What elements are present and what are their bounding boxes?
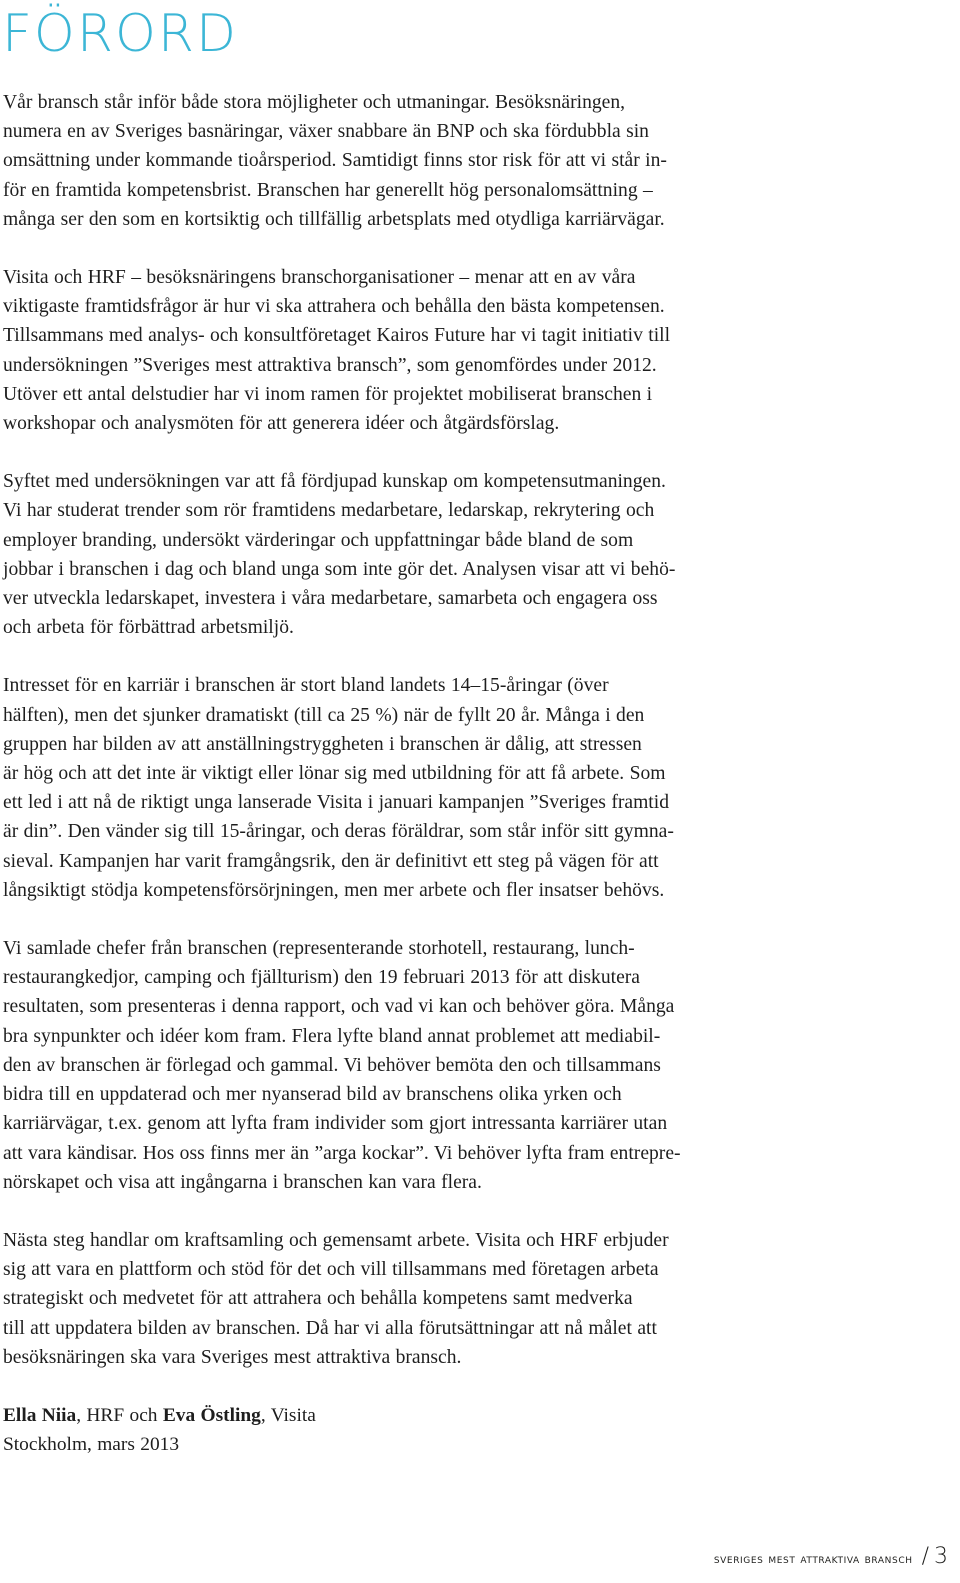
text-line: bra synpunkter och idéer kom fram. Flera lyfte bland annat problemet att mediabil- [3, 1025, 661, 1047]
text-line: numera en av Sveriges basnäringar, växer snabbare än BNP och ska fördubbla sin [3, 121, 649, 143]
text-line: Intresset för en karriär i branschen är stort bland landets 14–15-åringar (över [3, 675, 609, 697]
text-line: restaurangkedjor, camping och fjällturism) den 19 februari 2013 för att diskutera [3, 967, 640, 989]
text-line: hälften), men det sjunker dramatiskt (till ca 25 %) när de fyllt 20 år. Många i den [3, 704, 645, 726]
footer-separator: / [921, 1544, 929, 1569]
page-footer [714, 1544, 948, 1569]
text-line: strategiskt och medvetet för att attrahera och behålla kompetens samt medverka [3, 1288, 633, 1310]
signer-name-1: Ella Niia [3, 1404, 77, 1426]
text-line: jobbar i branschen i dag och bland unga som inte gör det. Analysen visar att vi behö- [3, 558, 676, 580]
text-line: bidra till en uppdaterad och mer nyanserad bild av branschens olika yrken och [3, 1084, 622, 1106]
text-line: till att uppdatera bilden av branschen. Då har vi alla förutsättningar att nå målet att [3, 1317, 657, 1339]
text-line: är hög och att det inte är viktigt eller lönar sig med utbildning för att få arbete. Som [3, 763, 666, 785]
text-line: undersökningen ”Sveriges mest attraktiva bransch”, som genomfördes under 2012. [3, 354, 657, 376]
text-line: sieval. Kampanjen har varit framgångsrik, den är definitivt ett steg på vägen för att [3, 850, 659, 872]
text-line: Visita och HRF – besöksnäringens branschorganisationer – menar att en av våra [3, 267, 636, 289]
text-line: den av branschen är förlegad och gammal. Vi behöver bemöta den och tillsammans [3, 1054, 661, 1076]
text-line: viktigaste framtidsfrågor är hur vi ska attrahera och behålla den bästa kompetensen. [3, 296, 665, 318]
signer-name-2: Eva Östling [162, 1404, 261, 1426]
text-line: och arbeta för förbättrad arbetsmiljö. [3, 617, 294, 639]
signer-org-2: , Visita [260, 1404, 316, 1426]
text-line: ver utveckla ledarskapet, investera i våra medarbetare, samarbeta och engagera oss [3, 588, 658, 610]
text-line: många ser den som en kortsiktig och tillfällig arbetsplats med otydliga karriärvägar. [3, 208, 665, 230]
text-line: Nästa steg handlar om kraftsamling och gemensamt arbete. Visita och HRF erbjuder [3, 1229, 669, 1251]
signature [3, 1401, 943, 1459]
text-line: karriärvägar, t.ex. genom att lyfta fram individer som gjort intressanta karriärer utan [3, 1113, 668, 1135]
text-line: att vara kändisar. Hos oss finns mer än ”arga kockar”. Vi behöver lyfta fram entrepre- [3, 1142, 681, 1164]
place-date: Stockholm, mars 2013 [3, 1434, 180, 1456]
text-line: Syftet med undersökningen var att få fördjupad kunskap om kompetensutmaningen. [3, 471, 666, 493]
text-line: för en framtida kompetensbrist. Branschen har generellt hög personalomsättning – [3, 179, 653, 201]
page-title: FÖRORD [2, 4, 239, 64]
signature-names [3, 1401, 943, 1430]
text-line: Tillsammans med analys- och konsultföretaget Kairos Future har vi tagit initiativ till [3, 325, 671, 347]
paragraph-4 [3, 671, 943, 905]
text-line: resultaten, som presenteras i denna rapport, och vad vi kan och behöver göra. Många [3, 996, 675, 1018]
text-line: Vi har studerat trender som rör framtidens medarbetare, ledarskap, rekrytering och [3, 500, 655, 522]
signer-org-1: , HRF och [76, 1404, 163, 1426]
paragraph-5 [3, 934, 943, 1197]
text-line: employer branding, undersökt värderingar och uppfattningar både bland de som [3, 529, 634, 551]
running-title: sveriges mest attraktiva bransch [713, 1551, 913, 1567]
text-line: gruppen har bilden av att anställningstryggheten i branschen är dålig, att stressen [3, 733, 642, 755]
text-line: besöksnäringen ska vara Sveriges mest attraktiva bransch. [3, 1346, 462, 1368]
text-line: omsättning under kommande tioårsperiod. Samtidigt finns stor risk för att vi står in- [3, 150, 667, 172]
paragraph-1 [3, 88, 943, 234]
text-line: ett led i att nå de riktigt unga lanserade Visita i januari kampanjen ”Sveriges framtid [3, 792, 669, 814]
text-line: nörskapet och visa att ingångarna i branschen kan vara flera. [3, 1171, 482, 1193]
text-line: långsiktigt stödja kompetensförsörjningen, men mer arbete och fler insatser behövs. [3, 879, 665, 901]
page-number: 3 [934, 1544, 948, 1569]
text-line: Utöver ett antal delstudier har vi inom ramen för projektet mobiliserat branschen i [3, 383, 653, 405]
body-text [3, 88, 943, 1459]
paragraph-2 [3, 263, 943, 438]
paragraph-3 [3, 467, 943, 642]
text-line: Vår bransch står inför både stora möjligheter och utmaningar. Besöksnäringen, [3, 92, 626, 113]
paragraph-6 [3, 1226, 943, 1372]
text-line: sig att vara en plattform och stöd för det och vill tillsammans med företagen arbeta [3, 1259, 659, 1281]
text-line: workshopar och analysmöten för att generera idéer och åtgärdsförslag. [3, 413, 560, 435]
text-line: är din”. Den vänder sig till 15-åringar, och deras föräldrar, som står inför sitt gymna- [3, 821, 674, 843]
text-line: Vi samlade chefer från branschen (representerande storhotell, restaurang, lunch- [3, 938, 635, 960]
